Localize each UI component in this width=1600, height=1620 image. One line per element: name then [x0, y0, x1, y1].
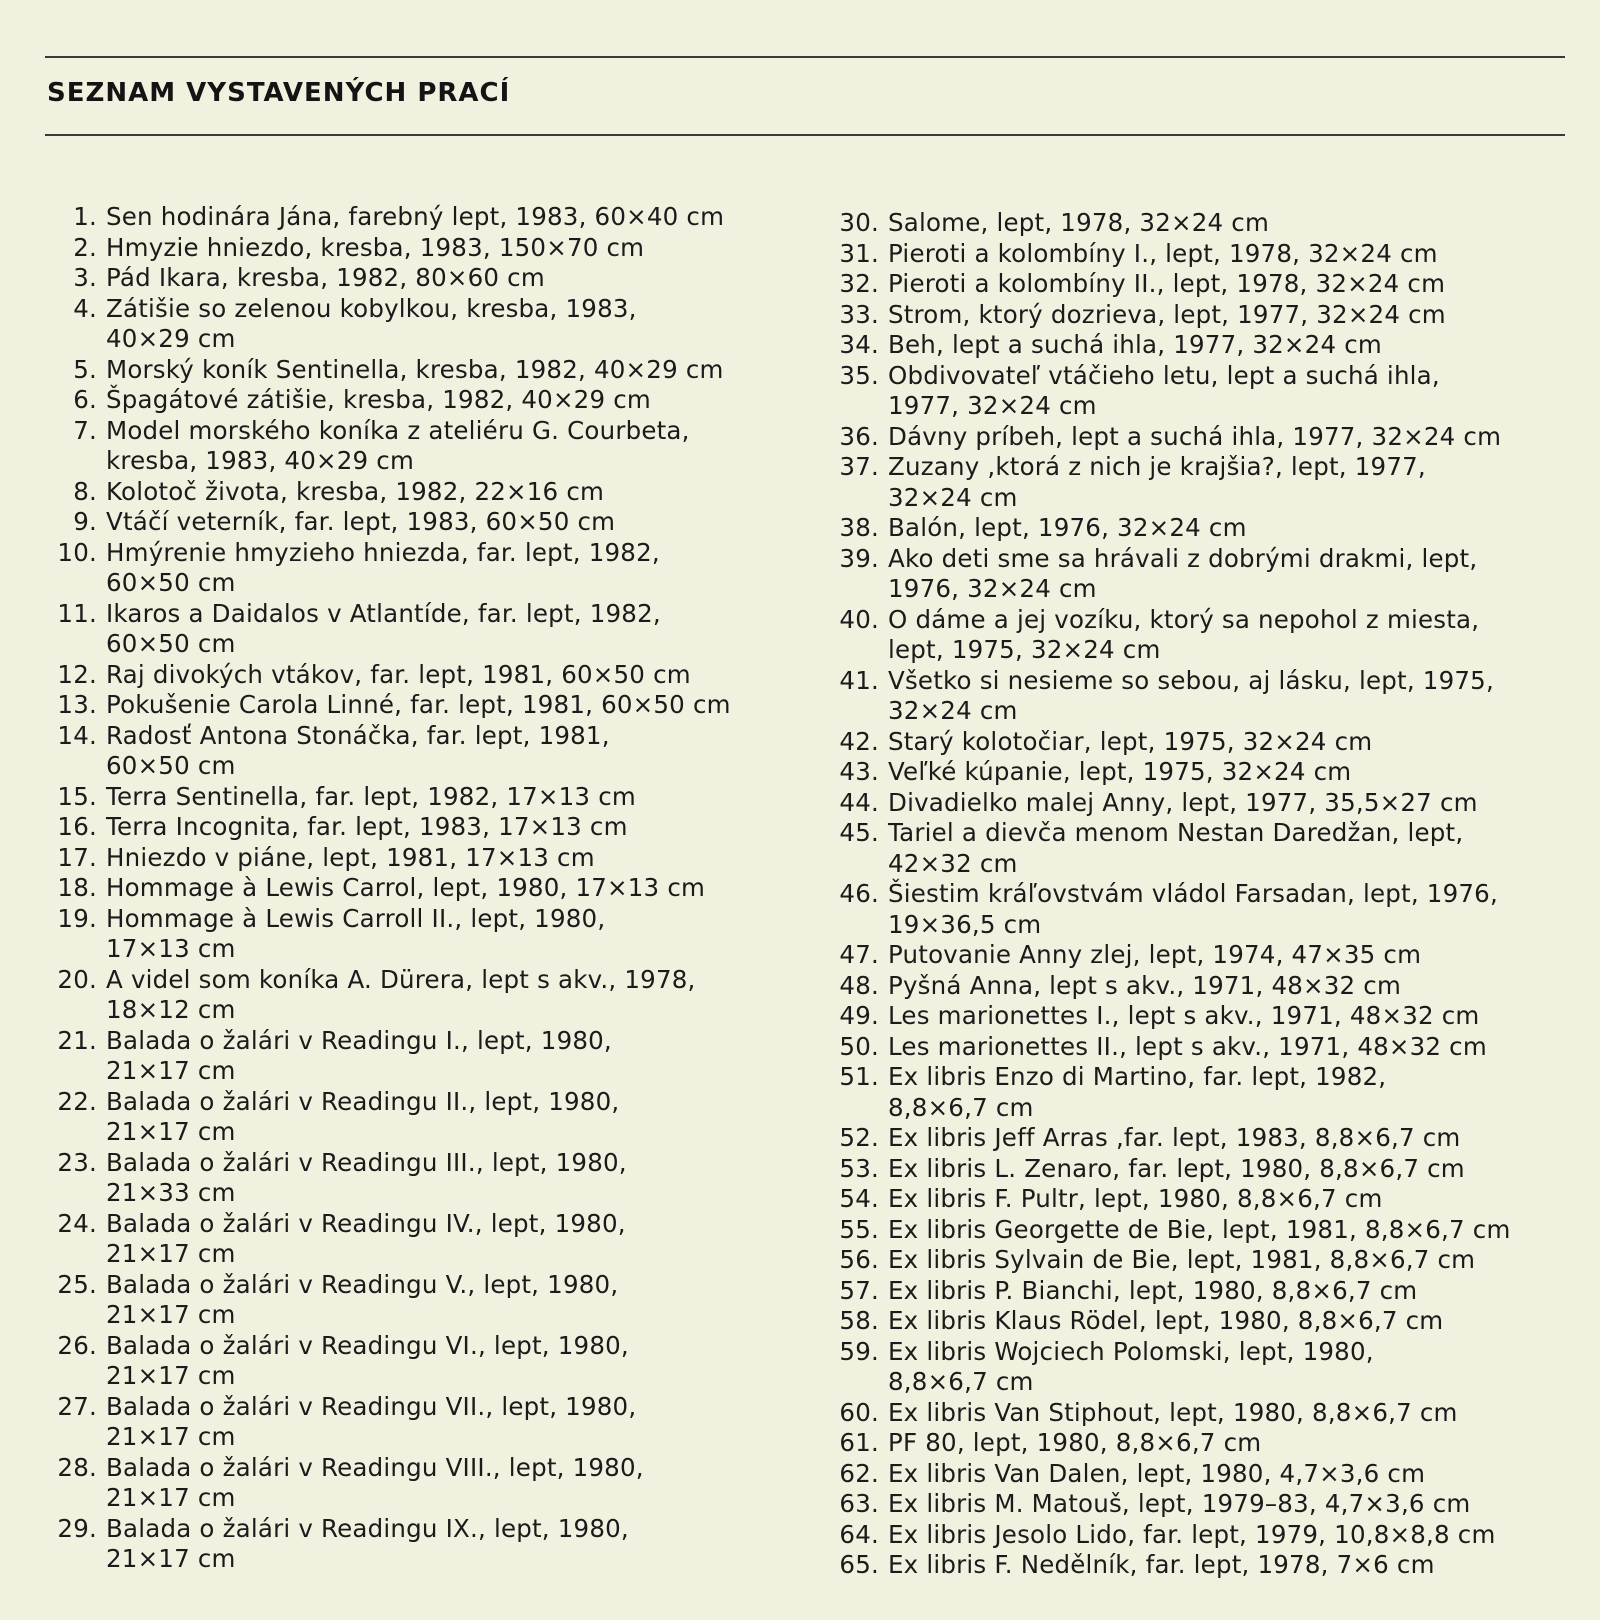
item-number — [50, 568, 106, 599]
item-number: 1. — [73, 202, 97, 231]
item-text: kresba, 1983, 40×29 cm — [106, 446, 415, 475]
item-text: Ex libris Enzo di Martino, far. lept, 1982, — [888, 1062, 1387, 1091]
item-number: 8. — [73, 476, 97, 506]
item-text: Ako deti sme sa hrávali z dobrými drakmi, lept, — [888, 543, 1478, 573]
list-item — [50, 416, 790, 447]
item-text: Pyšná Anna, lept s akv., 1971, 48×32 cm — [888, 970, 1402, 1000]
list-item-continuation — [50, 1422, 790, 1453]
item-number — [50, 1544, 106, 1575]
list-item — [50, 965, 790, 996]
item-number: 13. — [57, 690, 97, 719]
list-item — [50, 1514, 790, 1545]
item-text: Morský koník Sentinella, kresba, 1982, 40×29 cm — [106, 354, 724, 384]
list-item — [832, 1459, 1572, 1490]
item-text: Balada o žalári v Readingu VIII., lept, 1980, — [106, 1452, 644, 1482]
item-number: 24. — [57, 1208, 97, 1238]
item-number: 62. — [839, 1458, 879, 1488]
item-number — [50, 1117, 106, 1148]
list-item-continuation — [832, 849, 1572, 880]
list-item — [832, 727, 1572, 758]
item-number: 38. — [839, 513, 879, 542]
item-number: 9. — [73, 507, 97, 536]
list-item — [832, 1215, 1572, 1246]
list-item-continuation — [832, 910, 1572, 941]
item-number — [50, 1361, 106, 1392]
item-text: lept, 1975, 32×24 cm — [888, 635, 1161, 664]
item-number: 42. — [839, 726, 879, 756]
item-text: 17×13 cm — [106, 934, 236, 963]
item-text: 60×50 cm — [106, 568, 236, 597]
item-text: 18×12 cm — [106, 995, 236, 1024]
item-text: 60×50 cm — [106, 751, 236, 780]
item-number: 41. — [839, 665, 879, 695]
list-item-continuation — [50, 1483, 790, 1514]
item-text: Balada o žalári v Readingu IX., lept, 1980, — [106, 1513, 629, 1543]
item-text: 8,8×6,7 cm — [888, 1367, 1034, 1396]
item-text: Dávny príbeh, lept a suchá ihla, 1977, 32×24 cm — [888, 421, 1502, 451]
item-text: Ex libris F. Pultr, lept, 1980, 8,8×6,7 cm — [888, 1184, 1383, 1213]
item-number: 25. — [57, 1269, 97, 1299]
list-item-continuation — [50, 1300, 790, 1331]
item-number: 51. — [839, 1062, 879, 1091]
item-text: 1977, 32×24 cm — [888, 391, 1097, 420]
item-number — [832, 849, 888, 880]
list-item — [832, 1428, 1572, 1459]
list-item — [50, 1270, 790, 1301]
item-text: Kolotoč života, kresba, 1982, 22×16 cm — [106, 476, 605, 506]
item-text: 21×17 cm — [106, 1300, 236, 1329]
list-item-continuation — [832, 574, 1572, 605]
item-text: 21×17 cm — [106, 1239, 236, 1268]
item-number: 17. — [57, 842, 97, 872]
item-text: Les marionettes I., lept s akv., 1971, 48×32 cm — [888, 1001, 1480, 1030]
item-text: Model morského koníka z ateliéru G. Courbeta, — [106, 415, 690, 445]
list-item — [50, 812, 790, 843]
list-item — [832, 1154, 1572, 1185]
item-text: Zátišie so zelenou kobylkou, kresba, 1983, — [106, 293, 637, 323]
item-text: Putovanie Anny zlej, lept, 1974, 47×35 cm — [888, 940, 1422, 969]
list-item — [832, 788, 1572, 819]
item-number: 12. — [57, 659, 97, 689]
item-number — [832, 910, 888, 941]
item-text: 21×33 cm — [106, 1178, 236, 1207]
item-number: 54. — [839, 1184, 879, 1213]
item-text: 40×29 cm — [106, 324, 236, 353]
item-text: Zuzany ,ktorá z nich je krajšia?, lept, 1977, — [888, 452, 1426, 481]
item-text: Hommage à Lewis Carrol, lept, 1980, 17×13 cm — [106, 873, 706, 902]
list-item — [832, 1001, 1572, 1032]
list-item — [832, 1062, 1572, 1093]
list-item — [50, 660, 790, 691]
item-text: 21×17 cm — [106, 1483, 236, 1512]
item-number: 4. — [73, 293, 97, 323]
item-text: Špagátové zátišie, kresba, 1982, 40×29 cm — [106, 385, 651, 414]
item-text: Ex libris Sylvain de Bie, lept, 1981, 8,8×6,7 cm — [888, 1245, 1476, 1274]
item-number: 34. — [839, 330, 879, 359]
item-text: Hommage à Lewis Carroll II., lept, 1980, — [106, 903, 606, 933]
item-text: 60×50 cm — [106, 629, 236, 658]
item-number: 28. — [57, 1452, 97, 1482]
item-text: Balada o žalári v Readingu II., lept, 1980, — [106, 1086, 620, 1116]
item-number: 49. — [839, 1001, 879, 1030]
list-item-continuation — [832, 391, 1572, 422]
item-number: 27. — [57, 1391, 97, 1421]
list-item — [832, 971, 1572, 1002]
item-number: 21. — [57, 1025, 97, 1055]
list-item — [50, 385, 790, 416]
item-text: Hniezdo v piáne, lept, 1981, 17×13 cm — [106, 842, 595, 872]
list-item — [832, 269, 1572, 300]
list-item — [50, 843, 790, 874]
list-item — [832, 544, 1572, 575]
item-number — [50, 1239, 106, 1270]
list-item — [832, 1184, 1572, 1215]
item-number — [50, 1483, 106, 1514]
list-item — [832, 1306, 1572, 1337]
item-text: Ex libris Jeff Arras ,far. lept, 1983, 8,8×6,7 cm — [888, 1123, 1461, 1152]
list-item — [50, 1087, 790, 1118]
item-number — [50, 1300, 106, 1331]
item-text: Hmýrenie hmyzieho hniezda, far. lept, 1982, — [106, 537, 660, 567]
item-number — [832, 574, 888, 605]
list-item — [50, 904, 790, 935]
list-item-continuation — [50, 1056, 790, 1087]
list-item — [832, 818, 1572, 849]
list-item — [832, 605, 1572, 636]
item-text: Les marionettes II., lept s akv., 1971, 48×32 cm — [888, 1031, 1487, 1061]
item-number: 16. — [57, 812, 97, 841]
item-number: 18. — [57, 873, 97, 902]
item-text: Balón, lept, 1976, 32×24 cm — [888, 513, 1247, 542]
item-number: 2. — [73, 232, 97, 262]
list-item — [832, 666, 1572, 697]
item-text: Terra Incognita, far. lept, 1983, 17×13 cm — [106, 812, 628, 841]
list-item — [50, 1331, 790, 1362]
top-divider — [45, 56, 1565, 58]
item-number: 14. — [57, 720, 97, 750]
item-number: 5. — [73, 354, 97, 384]
list-item-continuation — [50, 568, 790, 599]
item-text: Starý kolotočiar, lept, 1975, 32×24 cm — [888, 726, 1373, 756]
list-item — [832, 208, 1572, 239]
list-item — [50, 294, 790, 325]
item-number — [50, 995, 106, 1026]
list-item — [50, 782, 790, 813]
item-text: 1976, 32×24 cm — [888, 574, 1097, 603]
item-number: 20. — [57, 964, 97, 994]
list-item-continuation — [50, 1544, 790, 1575]
list-item-continuation — [832, 696, 1572, 727]
item-text: PF 80, lept, 1980, 8,8×6,7 cm — [888, 1428, 1262, 1457]
item-text: Pieroti a kolombíny I., lept, 1978, 32×24 cm — [888, 238, 1438, 268]
item-number — [50, 1178, 106, 1209]
item-text: Balada o žalári v Readingu VI., lept, 1980, — [106, 1330, 629, 1360]
list-item — [50, 1209, 790, 1240]
item-text: Balada o žalári v Readingu V., lept, 1980, — [106, 1269, 619, 1299]
item-number — [832, 1093, 888, 1124]
list-item-continuation — [50, 934, 790, 965]
item-text: Pieroti a kolombíny II., lept, 1978, 32×24 cm — [888, 269, 1446, 298]
item-number: 7. — [73, 415, 97, 445]
item-number: 53. — [839, 1153, 879, 1183]
list-item — [832, 940, 1572, 971]
item-number: 50. — [839, 1031, 879, 1061]
item-number: 23. — [57, 1147, 97, 1177]
list-item — [832, 1337, 1572, 1368]
item-text: Ex libris P. Bianchi, lept, 1980, 8,8×6,7 cm — [888, 1275, 1418, 1305]
list-item — [832, 879, 1572, 910]
list-item-continuation — [832, 635, 1572, 666]
item-text: Ex libris Georgette de Bie, lept, 1981, 8,8×6,7 cm — [888, 1214, 1511, 1244]
item-number: 29. — [57, 1513, 97, 1543]
item-text: 21×17 cm — [106, 1361, 236, 1390]
item-number: 35. — [839, 360, 879, 390]
list-item — [50, 873, 790, 904]
item-text: 21×17 cm — [106, 1117, 236, 1146]
list-item — [832, 361, 1572, 392]
item-text: Strom, ktorý dozrieva, lept, 1977, 32×24 cm — [888, 299, 1446, 329]
list-item — [50, 599, 790, 630]
item-number: 39. — [839, 543, 879, 573]
list-item — [832, 1520, 1572, 1551]
item-number: 47. — [839, 940, 879, 969]
list-item-continuation — [50, 446, 790, 477]
list-item — [832, 1245, 1572, 1276]
item-text: 19×36,5 cm — [888, 909, 1042, 939]
list-item — [832, 757, 1572, 788]
item-text: Ex libris L. Zenaro, far. lept, 1980, 8,8×6,7 cm — [888, 1153, 1465, 1183]
list-item — [832, 1398, 1572, 1429]
item-text: Šiestim kráľovstvám vládol Farsadan, lept, 1976, — [888, 879, 1498, 908]
item-text: Balada o žalári v Readingu I., lept, 1980, — [106, 1025, 612, 1055]
list-item — [50, 507, 790, 538]
works-list-right — [832, 208, 1572, 1581]
list-item — [832, 1489, 1572, 1520]
list-item-continuation — [50, 1361, 790, 1392]
item-number: 48. — [839, 970, 879, 1000]
item-text: Ex libris Jesolo Lido, far. lept, 1979, 10,8×8,8 cm — [888, 1519, 1496, 1549]
item-text: Terra Sentinella, far. lept, 1982, 17×13 cm — [106, 781, 636, 811]
item-number: 15. — [57, 781, 97, 811]
item-number: 63. — [839, 1489, 879, 1518]
item-text: Ikaros a Daidalos v Atlantíde, far. lept, 1982, — [106, 598, 661, 628]
list-item-continuation — [832, 1367, 1572, 1398]
list-item — [50, 233, 790, 264]
list-item-continuation — [50, 995, 790, 1026]
list-item-continuation — [50, 751, 790, 782]
page-title: SEZNAM VYSTAVENÝCH PRACÍ — [47, 78, 511, 108]
item-text: Ex libris Klaus Rödel, lept, 1980, 8,8×6,7 cm — [888, 1306, 1444, 1335]
list-item — [832, 422, 1572, 453]
item-number: 11. — [57, 598, 97, 628]
item-text: 8,8×6,7 cm — [888, 1092, 1034, 1122]
list-item-continuation — [50, 1178, 790, 1209]
list-item — [832, 1276, 1572, 1307]
item-number: 19. — [57, 903, 97, 933]
item-text: 21×17 cm — [106, 1422, 236, 1451]
item-text: Tariel a dievča menom Nestan Daredžan, lept, — [888, 818, 1464, 847]
list-item-continuation — [50, 1117, 790, 1148]
item-text: Ex libris Wojciech Polomski, lept, 1980, — [888, 1336, 1374, 1366]
item-number — [50, 1422, 106, 1453]
list-item-continuation — [832, 1093, 1572, 1124]
list-item — [832, 1550, 1572, 1581]
item-text: A videl som koníka A. Dürera, lept s akv., 1978, — [106, 964, 696, 994]
item-number: 26. — [57, 1330, 97, 1360]
list-item-continuation — [50, 324, 790, 355]
item-text: Ex libris M. Matouš, lept, 1979–83, 4,7×3,6 cm — [888, 1489, 1471, 1518]
item-text: Hmyzie hniezdo, kresba, 1983, 150×70 cm — [106, 232, 645, 262]
item-text: Radosť Antona Stonáčka, far. lept, 1981, — [106, 720, 610, 750]
list-item — [50, 355, 790, 386]
item-number: 10. — [57, 537, 97, 567]
item-number — [50, 751, 106, 782]
item-number: 57. — [839, 1275, 879, 1305]
item-number: 60. — [839, 1397, 879, 1427]
list-item — [50, 721, 790, 752]
list-item — [832, 239, 1572, 270]
list-item — [832, 330, 1572, 361]
list-item — [50, 690, 790, 721]
item-number — [50, 934, 106, 965]
item-number: 61. — [839, 1428, 879, 1457]
item-number: 55. — [839, 1214, 879, 1244]
item-text: 21×17 cm — [106, 1544, 236, 1573]
item-number: 65. — [839, 1550, 879, 1579]
item-number: 6. — [73, 385, 97, 414]
header-divider — [45, 134, 1565, 136]
item-text: 32×24 cm — [888, 482, 1018, 512]
list-item — [50, 263, 790, 294]
item-number: 58. — [839, 1306, 879, 1335]
item-number: 59. — [839, 1336, 879, 1366]
item-text: Ex libris Van Dalen, lept, 1980, 4,7×3,6 cm — [888, 1458, 1426, 1488]
item-number: 40. — [839, 604, 879, 634]
item-text: Balada o žalári v Readingu VII., lept, 1980, — [106, 1391, 637, 1421]
item-number: 46. — [839, 879, 879, 908]
item-text: Vtáčí veterník, far. lept, 1983, 60×50 cm — [106, 507, 616, 536]
list-item — [832, 1123, 1572, 1154]
item-text: Balada o žalári v Readingu IV., lept, 1980, — [106, 1208, 626, 1238]
item-number: 37. — [839, 452, 879, 481]
item-text: Ex libris Van Stiphout, lept, 1980, 8,8×6,7 cm — [888, 1397, 1458, 1427]
item-number: 52. — [839, 1123, 879, 1152]
list-item — [50, 1148, 790, 1179]
item-number: 64. — [839, 1519, 879, 1549]
list-item — [50, 1453, 790, 1484]
item-number: 36. — [839, 421, 879, 451]
list-item-continuation — [50, 629, 790, 660]
item-number — [832, 1367, 888, 1398]
item-number: 22. — [57, 1086, 97, 1116]
item-text: Balada o žalári v Readingu III., lept, 1980, — [106, 1147, 627, 1177]
item-number: 30. — [839, 208, 879, 237]
item-text: Pokušenie Carola Linné, far. lept, 1981, 60×50 cm — [106, 690, 731, 719]
item-number: 33. — [839, 299, 879, 329]
item-number: 3. — [73, 263, 97, 292]
item-text: Ex libris F. Nedělník, far. lept, 1978, 7×6 cm — [888, 1550, 1435, 1579]
list-item — [50, 1026, 790, 1057]
item-text: Obdivovateľ vtáčieho letu, lept a suchá ihla, — [888, 360, 1440, 390]
list-item — [50, 477, 790, 508]
item-text: Salome, lept, 1978, 32×24 cm — [888, 208, 1270, 237]
item-number: 44. — [839, 787, 879, 817]
item-number: 31. — [839, 238, 879, 268]
item-text: 21×17 cm — [106, 1056, 236, 1085]
item-number — [50, 629, 106, 660]
item-number: 32. — [839, 269, 879, 298]
item-text: Sen hodinára Jána, farebný lept, 1983, 60×40 cm — [106, 202, 725, 231]
item-number: 56. — [839, 1245, 879, 1274]
list-item — [832, 300, 1572, 331]
item-text: 42×32 cm — [888, 848, 1018, 878]
item-number — [50, 1056, 106, 1087]
item-number — [832, 391, 888, 422]
list-item-continuation — [832, 483, 1572, 514]
item-text: Pád Ikara, kresba, 1982, 80×60 cm — [106, 263, 545, 292]
item-text: Beh, lept a suchá ihla, 1977, 32×24 cm — [888, 330, 1382, 359]
list-item — [50, 1392, 790, 1423]
item-text: Všetko si nesieme so sebou, aj lásku, lept, 1975, — [888, 665, 1494, 695]
list-item — [832, 452, 1572, 483]
list-item — [832, 1032, 1572, 1063]
item-text: Divadielko malej Anny, lept, 1977, 35,5×27 cm — [888, 787, 1478, 817]
item-number — [832, 696, 888, 727]
list-item — [50, 202, 790, 233]
list-item-continuation — [50, 1239, 790, 1270]
item-text: Raj divokých vtákov, far. lept, 1981, 60×50 cm — [106, 659, 691, 689]
item-number — [50, 324, 106, 355]
item-number — [50, 446, 106, 477]
list-item — [832, 513, 1572, 544]
list-item — [50, 538, 790, 569]
item-number — [832, 635, 888, 666]
item-text: O dáme a jej vozíku, ktorý sa nepohol z miesta, — [888, 604, 1480, 634]
item-text: 32×24 cm — [888, 696, 1018, 725]
works-list-left — [50, 202, 790, 1575]
item-number — [832, 483, 888, 514]
item-number: 43. — [839, 757, 879, 786]
item-number: 45. — [839, 818, 879, 847]
item-text: Veľké kúpanie, lept, 1975, 32×24 cm — [888, 757, 1352, 786]
